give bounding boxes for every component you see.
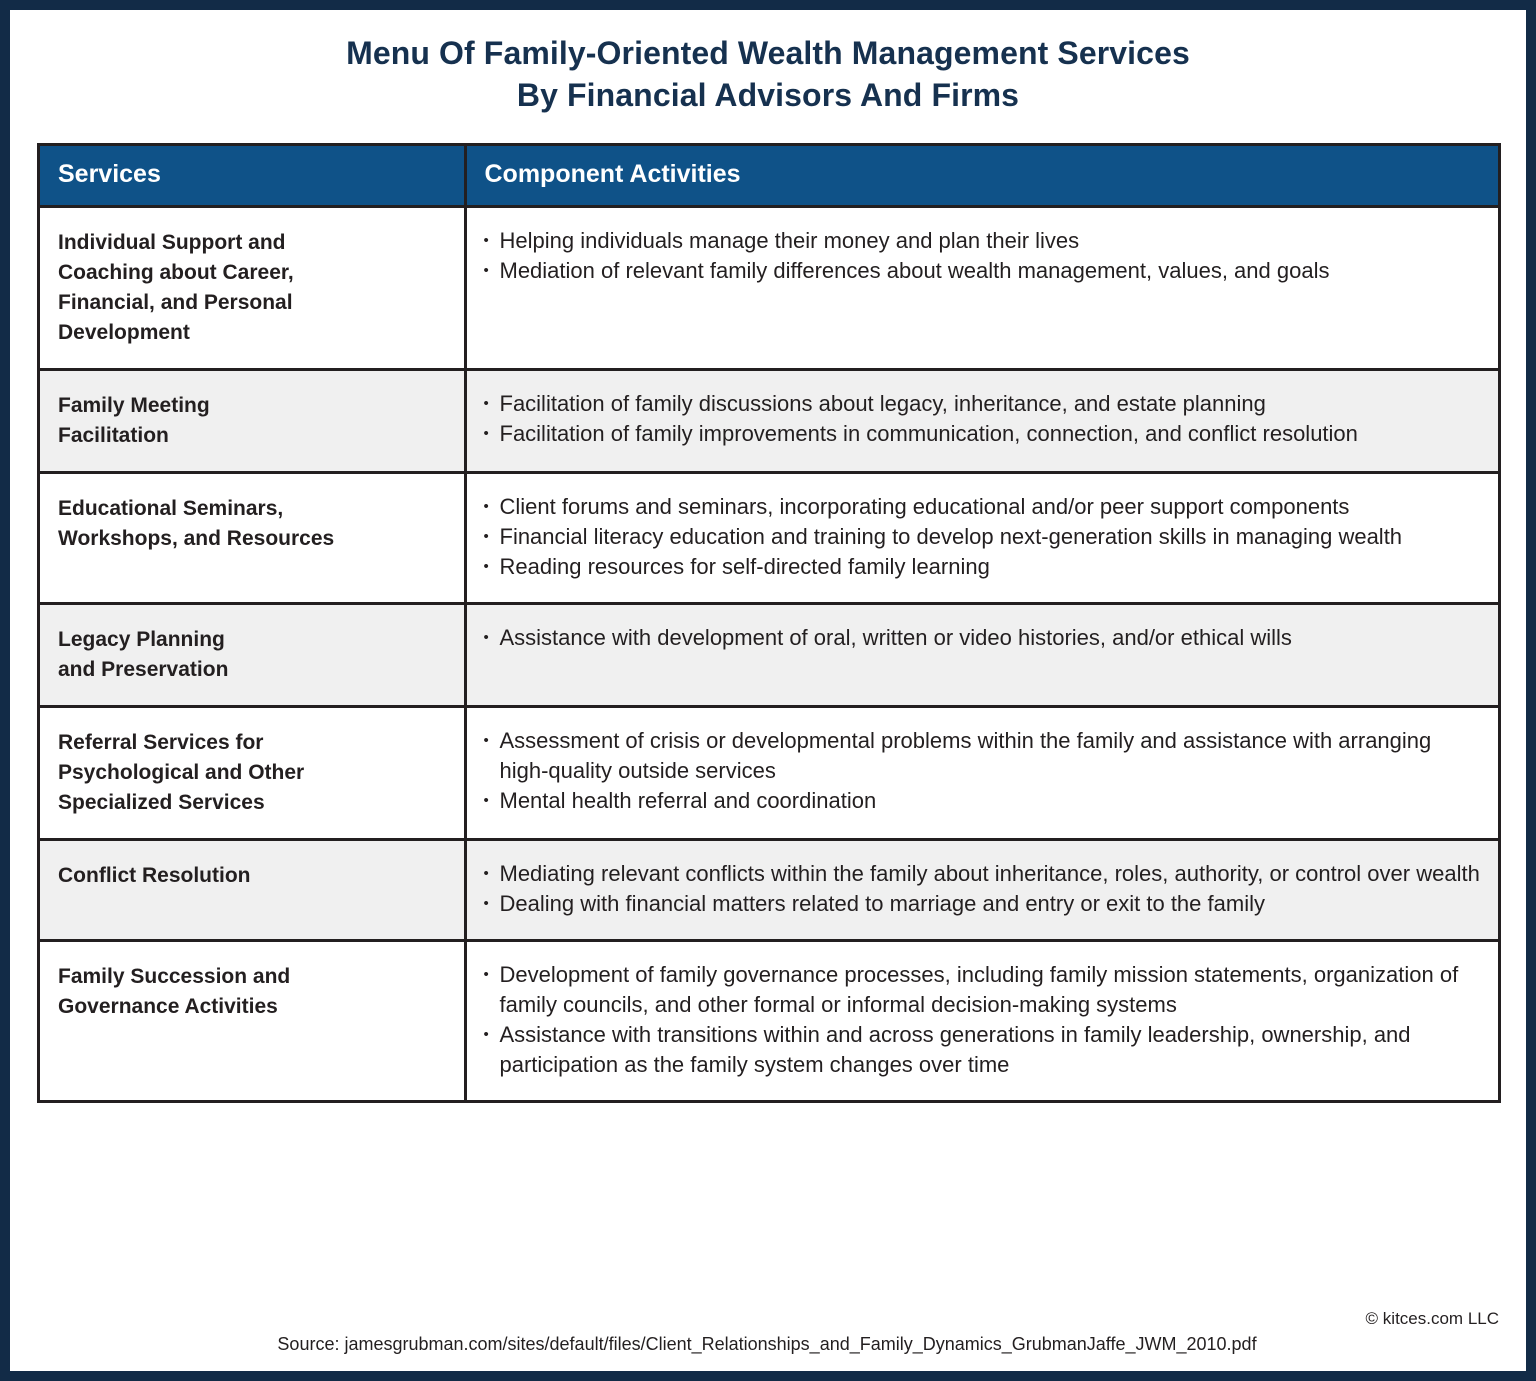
- service-name-line: Referral Services for: [58, 731, 264, 754]
- activity-bullet: • Assistance with transitions within and across generations in family leadership, ownership, and participation as the family system changes over time: [483, 1020, 1483, 1080]
- table-body: [40, 207, 1498, 1101]
- table-row: [40, 707, 1498, 840]
- activities-cell: [465, 840, 1498, 941]
- activity-bullet: • Assistance with development of oral, written or video histories, and/or ethical wills: [483, 623, 1483, 653]
- activity-bullet: • Dealing with financial matters related to marriage and entry or exit to the family: [483, 889, 1483, 919]
- activity-bullet: • Client forums and seminars, incorporating educational and/or peer support components: [483, 492, 1483, 522]
- copyright-text: © kitces.com LLC: [1365, 1309, 1499, 1328]
- services-table: [40, 146, 1498, 1100]
- service-name-line: Specialized Services: [58, 791, 265, 814]
- service-name-line: Family Succession and: [58, 965, 291, 988]
- activity-list: [483, 623, 1483, 653]
- table-header: [40, 146, 1498, 207]
- column-header-services: Services: [40, 146, 465, 207]
- service-name-line: Psychological and Other: [58, 761, 305, 784]
- service-name-line: Educational Seminars,: [58, 497, 284, 520]
- service-cell: [40, 604, 465, 707]
- activity-bullet: • Financial literacy education and training to develop next-generation skills in managing wealth: [483, 522, 1483, 552]
- service-cell: [40, 370, 465, 473]
- activity-list: [483, 226, 1483, 286]
- activity-list: [483, 960, 1483, 1080]
- service-name-line: Development: [58, 321, 190, 344]
- activities-cell: [465, 207, 1498, 370]
- activity-bullet: • Reading resources for self-directed family learning: [483, 552, 1483, 582]
- service-name-line: Conflict Resolution: [58, 864, 251, 887]
- activity-bullet: • Mental health referral and coordination: [483, 786, 1483, 816]
- activity-list: [483, 726, 1483, 816]
- services-table-container: [37, 143, 1501, 1103]
- service-name-line: Legacy Planning: [58, 628, 225, 651]
- activities-cell: [465, 604, 1498, 707]
- table-row: [40, 473, 1498, 604]
- activity-bullet: • Facilitation of family improvements in communication, connection, and conflict resolution: [483, 419, 1483, 449]
- service-name-line: Financial, and Personal: [58, 291, 293, 314]
- table-row: [40, 941, 1498, 1101]
- activity-list: [483, 859, 1483, 919]
- title-line-2: By Financial Advisors And Firms: [516, 77, 1020, 113]
- activity-bullet: • Helping individuals manage their money and plan their lives: [483, 226, 1483, 256]
- service-name-line: Family Meeting: [58, 394, 210, 417]
- service-name-line: Workshops, and Resources: [58, 527, 335, 550]
- service-name-line: Facilitation: [58, 424, 169, 447]
- page-title: [10, 10, 1526, 116]
- column-header-component-activities: Component Activities: [465, 146, 1498, 207]
- table-row: [40, 207, 1498, 370]
- service-cell: [40, 941, 465, 1101]
- table-row: [40, 840, 1498, 941]
- footer: [37, 1307, 1499, 1357]
- activity-list: [483, 492, 1483, 582]
- title-line-1: Menu Of Family-Oriented Wealth Management Services: [346, 35, 1190, 71]
- service-cell: [40, 840, 465, 941]
- activities-cell: [465, 473, 1498, 604]
- activities-cell: [465, 941, 1498, 1101]
- service-cell: [40, 707, 465, 840]
- service-name-line: Governance Activities: [58, 995, 278, 1018]
- source-text: Source: jamesgrubman.com/sites/default/files/Client_Relationships_and_Family_Dynamics_GrubmanJaffe_JWM_2010.pdf: [277, 1334, 1257, 1354]
- service-cell: [40, 207, 465, 370]
- service-cell: [40, 473, 465, 604]
- service-name-line: Coaching about Career,: [58, 261, 294, 284]
- infographic-frame: [10, 10, 1526, 1371]
- activity-bullet: • Development of family governance processes, including family mission statements, organization of family councils, and other formal or informal decision-making systems: [483, 960, 1483, 1020]
- service-name-line: Individual Support and: [58, 231, 286, 254]
- activities-cell: [465, 370, 1498, 473]
- service-name-line: and Preservation: [58, 658, 229, 681]
- activity-bullet: • Facilitation of family discussions about legacy, inheritance, and estate planning: [483, 389, 1483, 419]
- activity-list: [483, 389, 1483, 449]
- activity-bullet: • Assessment of crisis or developmental problems within the family and assistance with arranging high-quality outside services: [483, 726, 1483, 786]
- table-header-row: [40, 146, 1498, 207]
- activity-bullet: • Mediation of relevant family differences about wealth management, values, and goals: [483, 256, 1483, 286]
- activities-cell: [465, 707, 1498, 840]
- table-row: [40, 370, 1498, 473]
- table-row: [40, 604, 1498, 707]
- activity-bullet: • Mediating relevant conflicts within the family about inheritance, roles, authority, or control over wealth: [483, 859, 1483, 889]
